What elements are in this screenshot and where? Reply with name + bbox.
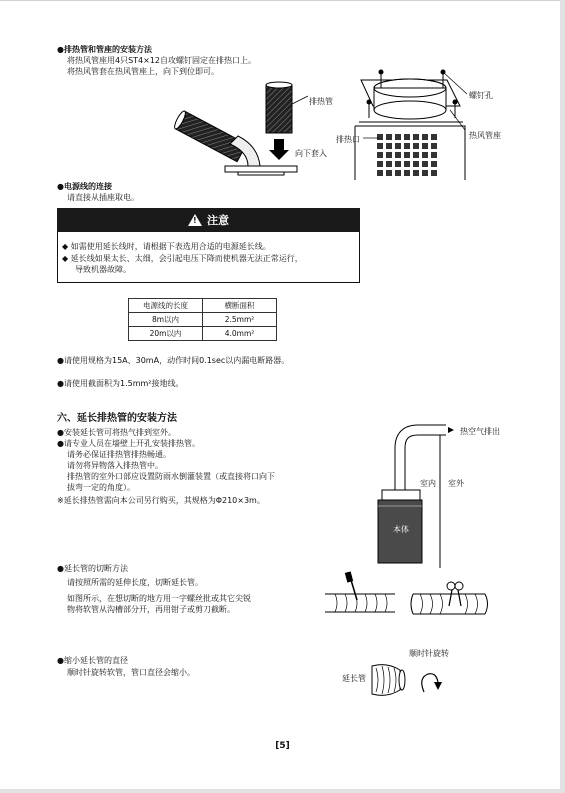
section-power-line1: 请直接从插座取电。 xyxy=(67,193,139,202)
sec6-line6: 拔弯一定的角度）。 xyxy=(67,483,135,492)
table-header-row xyxy=(129,299,277,313)
notice-item-2: ◆ 延长线如果太长、太细，会引起电压下降而使机器无法正常运行， xyxy=(62,254,303,263)
cutting-illustration xyxy=(325,572,525,622)
cut-line3: 物将软管从沟槽部分开，再用钳子或剪刀截断。 xyxy=(67,605,235,614)
shrink-line1: 顺时针旋转软管，管口直径会缩小。 xyxy=(67,668,195,677)
section-exhaust-heading: ●排热管和管座的安装方法 xyxy=(57,45,152,54)
label-extension-pipe: 延长管 xyxy=(342,674,366,683)
shrink-illustration xyxy=(372,660,452,700)
sec6-line5: 排热管的室外口部应设置防雨水倒灌装置（或直接将口向下 xyxy=(67,472,275,481)
label-air-seat: 热风管座 xyxy=(469,131,501,140)
label-unit-body: 本体 xyxy=(393,525,409,534)
table-row xyxy=(129,327,277,341)
sec6-purchase-note: ※延长排热管需向本公司另行购买，其规格为Φ210×3m。 xyxy=(57,496,265,505)
notice-title-bar xyxy=(57,208,360,232)
sec6-line4: 请勿将异物落入排热管中。 xyxy=(67,461,163,470)
shrink-heading: ●缩小延长管的直径 xyxy=(57,656,128,665)
sec6-line3: 请务必保证排热管排热畅通。 xyxy=(67,450,171,459)
page-border-right xyxy=(560,0,565,793)
warning-icon: ! xyxy=(188,214,202,226)
table-header: 电源线的长度 xyxy=(129,299,203,313)
label-hot-air-out: 热空气排出 xyxy=(460,427,500,436)
notice-item-2-cont: 导致机器故障。 xyxy=(75,265,131,274)
notice-title: 注意 xyxy=(207,214,229,227)
section-six-title: 六、延长排热管的安装方法 xyxy=(57,413,177,424)
installation-illustration xyxy=(370,418,460,568)
section-power-heading: ●电源线的连接 xyxy=(57,182,112,191)
label-clockwise: 顺时针旋转 xyxy=(409,649,449,658)
table-cell: 4.0mm² xyxy=(203,327,277,341)
breaker-note: ●请使用规格为15A、30mA，动作时间0.1sec以内漏电断路器。 xyxy=(57,356,290,365)
air-seat-illustration xyxy=(355,58,470,183)
table-cell: 2.5mm² xyxy=(203,313,277,327)
page-border-top xyxy=(0,0,565,1)
table-cell: 8m以内 xyxy=(129,313,203,327)
section-exhaust-line2: 将热风管套在热风管座上，向下到位即可。 xyxy=(67,67,219,76)
sec6-line2: ●请专业人员在墙壁上开孔安装排热管。 xyxy=(57,439,200,448)
table-row xyxy=(129,313,277,327)
label-screw-hole: 螺钉孔 xyxy=(469,91,493,100)
cut-heading: ●延长管的切断方法 xyxy=(57,564,128,573)
sec6-line1: ●安装延长管可将热气排到室外。 xyxy=(57,428,176,437)
ground-note: ●请使用截面积为1.5mm²接地线。 xyxy=(57,379,184,388)
exhaust-pipe-illustration xyxy=(170,82,305,182)
label-outlet: 排热口 xyxy=(336,135,360,144)
label-indoor: 室内 xyxy=(420,479,436,488)
label-outdoor: 室外 xyxy=(448,479,464,488)
cut-line1: 请按照所需的延伸长度，切断延长管。 xyxy=(67,578,203,587)
page-number: [5] xyxy=(275,741,290,751)
cable-spec-table xyxy=(128,298,277,341)
section-exhaust-line1: 将热风管座用4只ST4×12自攻螺钉固定在排热口上。 xyxy=(67,56,257,65)
page-border-bottom xyxy=(0,789,565,793)
table-header: 横断面积 xyxy=(203,299,277,313)
table-cell: 20m以内 xyxy=(129,327,203,341)
notice-item-1: ◆ 如需使用延长线时，请根据下表选用合适的电源延长线。 xyxy=(62,242,271,251)
cut-line2: 如图所示，在想切断的地方用一字螺丝批或其它尖锐 xyxy=(67,594,251,603)
label-exhaust-pipe: 排热管 xyxy=(309,97,333,106)
label-slide-down: 向下套入 xyxy=(295,149,327,158)
